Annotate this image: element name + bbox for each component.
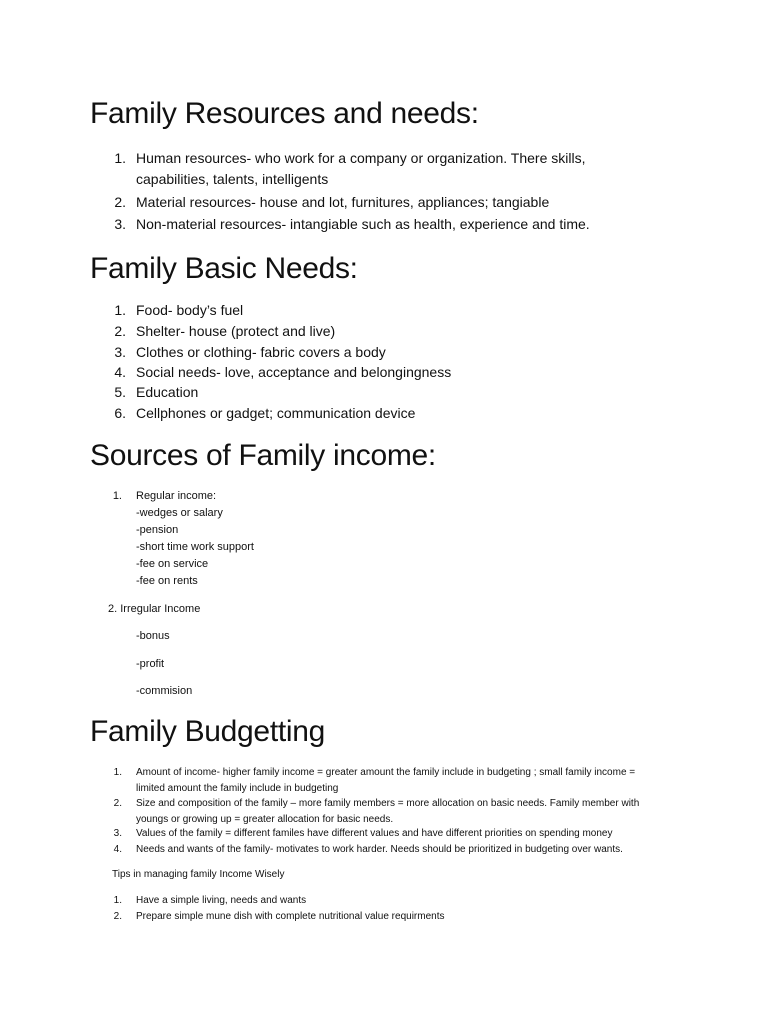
list-item	[0, 893, 768, 909]
list-text: 2. Irregular Income	[108, 603, 201, 615]
list-item	[0, 796, 768, 827]
list-item	[0, 488, 768, 590]
list-text: youngs or growing up = greater allocation for basic needs.	[136, 813, 394, 825]
list-item	[0, 342, 768, 363]
list-text: Clothes or clothing- fabric covers a body	[136, 344, 386, 360]
list-text: Social needs- love, acceptance and belongingness	[136, 364, 452, 380]
list-item	[0, 148, 768, 190]
list-number: 4.	[114, 364, 126, 380]
list-text: Amount of income- higher family income = greater amount the family include in budgeting ; small family income =	[136, 767, 636, 778]
income-heading: Sources of Family income:	[90, 439, 436, 472]
list-item	[0, 403, 768, 424]
list-number: 2.	[113, 798, 122, 809]
sub-item: -wedges or salary	[136, 507, 223, 519]
list-item	[0, 826, 768, 842]
list-number: 3.	[114, 216, 126, 232]
list-number: 6.	[114, 405, 126, 421]
list-item	[0, 382, 768, 403]
sub-item: -fee on rents	[136, 575, 198, 587]
list-item	[0, 909, 768, 925]
sub-item: -commision	[136, 685, 193, 697]
list-number: 1.	[114, 302, 126, 318]
list-text: Cellphones or gadget; communication device	[136, 405, 416, 421]
list-number: 2.	[114, 194, 126, 210]
sub-item: -short time work support	[136, 541, 254, 553]
list-text: Education	[136, 384, 199, 400]
list-item	[0, 300, 768, 321]
list-text: Needs and wants of the family- motivates to work harder. Needs should be prioritized in budgeting over wants.	[136, 844, 623, 855]
list-item	[0, 362, 768, 383]
list-text: Have a simple living, needs and wants	[136, 895, 307, 906]
sub-item: -profit	[136, 658, 165, 670]
basic-needs-heading: Family Basic Needs:	[90, 252, 358, 285]
list-number: 3.	[114, 344, 126, 360]
budgeting-heading: Family Budgetting	[90, 715, 326, 748]
list-text: Shelter- house (protect and live)	[136, 323, 336, 339]
list-item	[0, 842, 768, 858]
list-item	[0, 765, 768, 796]
list-number: 2.	[114, 323, 126, 339]
list-text: Human resources- who work for a company or organization. There skills,	[136, 150, 586, 166]
list-number: 2.	[113, 911, 122, 922]
list-number: 4.	[113, 844, 122, 855]
resources-heading: Family Resources and needs:	[90, 97, 479, 130]
sub-item: -pension	[136, 524, 179, 536]
list-text: limited amount the family include in budgeting	[136, 782, 339, 794]
list-number: 1.	[113, 895, 122, 906]
tips-title: Tips in managing family Income Wisely	[112, 869, 285, 880]
list-text: Prepare simple mune dish with complete nutritional value requirments	[136, 911, 445, 922]
list-text: Regular income:	[136, 490, 217, 502]
list-text: Non-material resources- intangiable such as health, experience and time.	[136, 216, 590, 232]
list-number: 1.	[114, 150, 126, 166]
list-number: 1.	[113, 767, 122, 778]
list-text: Size and composition of the family – more family members = more allocation on basic needs. Family member with	[136, 798, 640, 809]
list-item	[0, 214, 768, 235]
list-text: capabilities, talents, intelligents	[136, 171, 329, 187]
list-text: Food- body’s fuel	[136, 302, 244, 318]
sub-item: -fee on service	[136, 558, 209, 570]
list-item	[0, 192, 768, 213]
list-number: 3.	[113, 828, 122, 839]
list-number: 5.	[114, 384, 126, 400]
sub-item: -bonus	[136, 630, 170, 642]
list-item	[0, 321, 768, 342]
list-number: 1.	[112, 490, 122, 502]
list-text: Values of the family = different familes have different values and have different priorities on spending money	[136, 828, 613, 839]
list-text: Material resources- house and lot, furnitures, appliances; tangiable	[136, 194, 550, 210]
